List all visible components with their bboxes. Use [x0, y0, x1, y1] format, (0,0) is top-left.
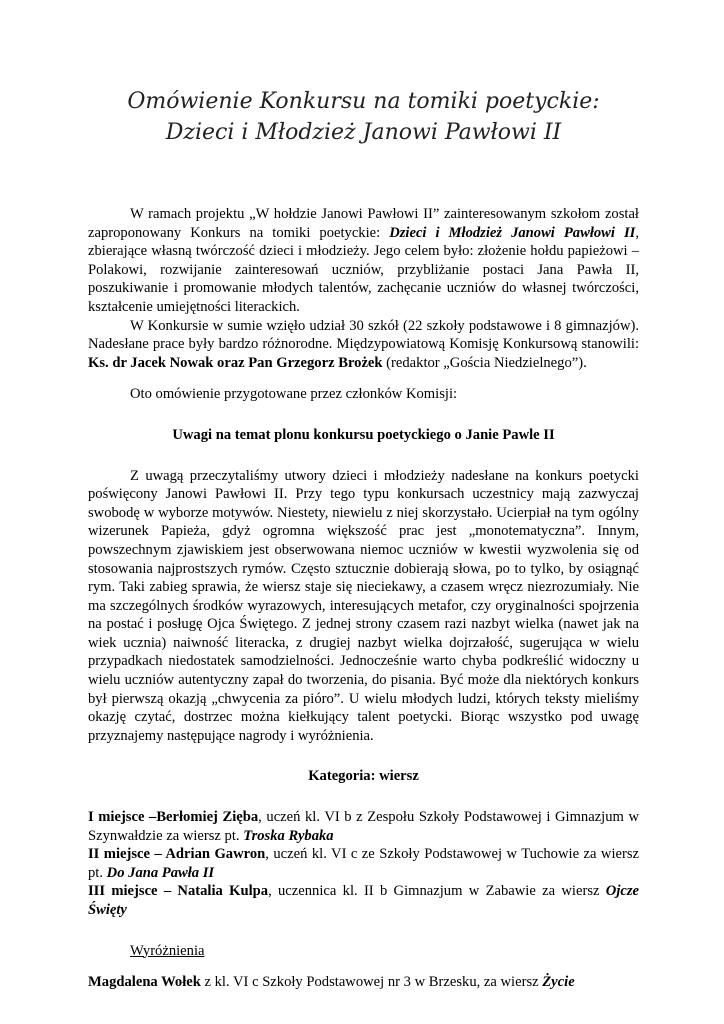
award-second-poem: Do Jana Pawła II	[106, 864, 215, 881]
category-heading-text: Kategoria: wiersz	[308, 768, 419, 785]
intro-paragraph-2	[88, 317, 639, 373]
contest-title: Dzieci i Młodzież Janowi Pawłowi II	[389, 224, 636, 241]
review-heading	[88, 426, 639, 445]
award-third-text: , uczennica kl. II b Gimnazjum w Zabawie za wiersz	[268, 883, 606, 900]
award-second	[88, 845, 639, 882]
distinctions-heading-text: Wyróżnienia	[130, 942, 205, 959]
title-line-2: Dzieci i Młodzież Janowi Pawłowi II	[165, 120, 562, 145]
distinction-text: z kl. VI c Szkoły Podstawowej nr 3 w Brzesku, za wiersz	[200, 974, 543, 991]
category-heading	[88, 767, 639, 786]
intro-p1-text-b: , zbierające własną twórczość dzieci i młodzieży. Jego celem było: złożenie hołdu papieżowi – Polakowi, rozwijanie zainteresowań uczniów, przybliżanie postaci Jana Pawła II, poszukiwanie i promowanie młodych talentów, zachęcanie uczniów do własnej twórczości, kształcenie umiejętności literackich.	[88, 224, 639, 315]
award-second-text: , uczeń kl. VI c ze Szkoły Podstawowej w Tuchowie za wiersz pt.	[88, 846, 640, 881]
distinction-poem: Życie	[542, 974, 575, 991]
award-second-place: II miejsce – Adrian Gawron	[88, 846, 266, 863]
intro-paragraph-1	[88, 205, 639, 317]
award-first	[88, 808, 639, 845]
document-title	[88, 86, 639, 148]
award-first-place: I miejsce –Berłomiej Zięba	[88, 809, 259, 826]
distinction-name: Magdalena Wołek	[88, 974, 201, 991]
award-first-poem: Troska Rybaka	[243, 827, 334, 844]
review-heading-text: Uwagi na temat plonu konkursu poetyckiego o Janie Pawle II	[172, 426, 555, 443]
award-third-poem: Ojcze Święty	[88, 883, 640, 918]
intro-p1-text-a: W ramach projektu „W hołdzie Janowi Pawłowi II” zainteresowanym szkołom został zaproponowany Konkurs na tomiki poetyckie:	[88, 206, 639, 241]
award-first-text: , uczeń kl. VI b z Zespołu Szkoły Podstawowej i Gimnazjum w Szynwałdzie za wiersz pt.	[88, 809, 639, 844]
distinction-entry	[88, 973, 639, 992]
review-paragraph: Z uwagą przeczytaliśmy utwory dzieci i młodzieży nadesłane na konkurs poetycki poświęcony Janowi Pawłowi II. Przy tego typu konkursach uczestnicy mają zazwyczaj swobodę w wyborze motywów. Niestety, niewielu z niej skorzystało. Ucierpiał na tym ogólny wizerunek Papieża, gdyż ogromna większość prac jest „monotematyczna”. Innym, powszechnym zjawiskiem jest obserwowana niemoc uczniów w kwestii wyzwolenia się od stosowania najprostszych rymów. Często sztucznie dobierają słowa, po to tylko, by osiągnąć rym. Taki zabieg sprawia, że wiersz staje się nieciekawy, a czasem wręcz niezrozumiały. Nie ma szczególnych środków wyrazowych, interesujących metafor, czy oryginalności spojrzenia na postać i posługę Ojca Świętego. Z jednej strony czasem razi nazbyt wielka (nawet jak na wiek ucznia) naiwność literacka, z drugiej nazbyt wielka dojrzałość, sugerująca w wielu przypadkach niedostatek samodzielności. Jednocześnie warto chyba podkreślić widoczny u wielu uczniów autentyczny zapał do tworzenia, do pisania. Być może dla niektórych konkurs był pierwszą okazją „chwycenia za pióro”. U wielu młodych ludzi, których teksty mieliśmy okazję czytać, dostrzec można kiełkujący talent poetycki. Biorąc wszystko pod uwagę przyznajemy następujące nagrody i wyróżnienia.	[88, 467, 639, 744]
award-third-place: III miejsce – Natalia Kulpa	[88, 883, 269, 900]
document-body	[88, 205, 639, 992]
title-line-1: Omówienie Konkursu na tomiki poetyckie:	[127, 89, 600, 114]
intro-paragraph-3: Oto omówienie przygotowane przez członków Komisji:	[130, 386, 458, 403]
committee-members: Ks. dr Jacek Nowak oraz Pan Grzegorz Brożek	[88, 354, 383, 371]
award-third	[88, 882, 639, 919]
intro-p2-text-a: W Konkursie w sumie wzięło udział 30 szkół (22 szkoły podstawowe i 8 gimnazjów). Nadesłane prace były bardzo różnorodne. Międzypowiatową Komisję Konkursową stanowili:	[88, 317, 639, 353]
intro-p2-text-b: (redaktor „Gościa Niedzielnego”).	[382, 354, 587, 371]
distinctions-heading	[88, 942, 639, 961]
